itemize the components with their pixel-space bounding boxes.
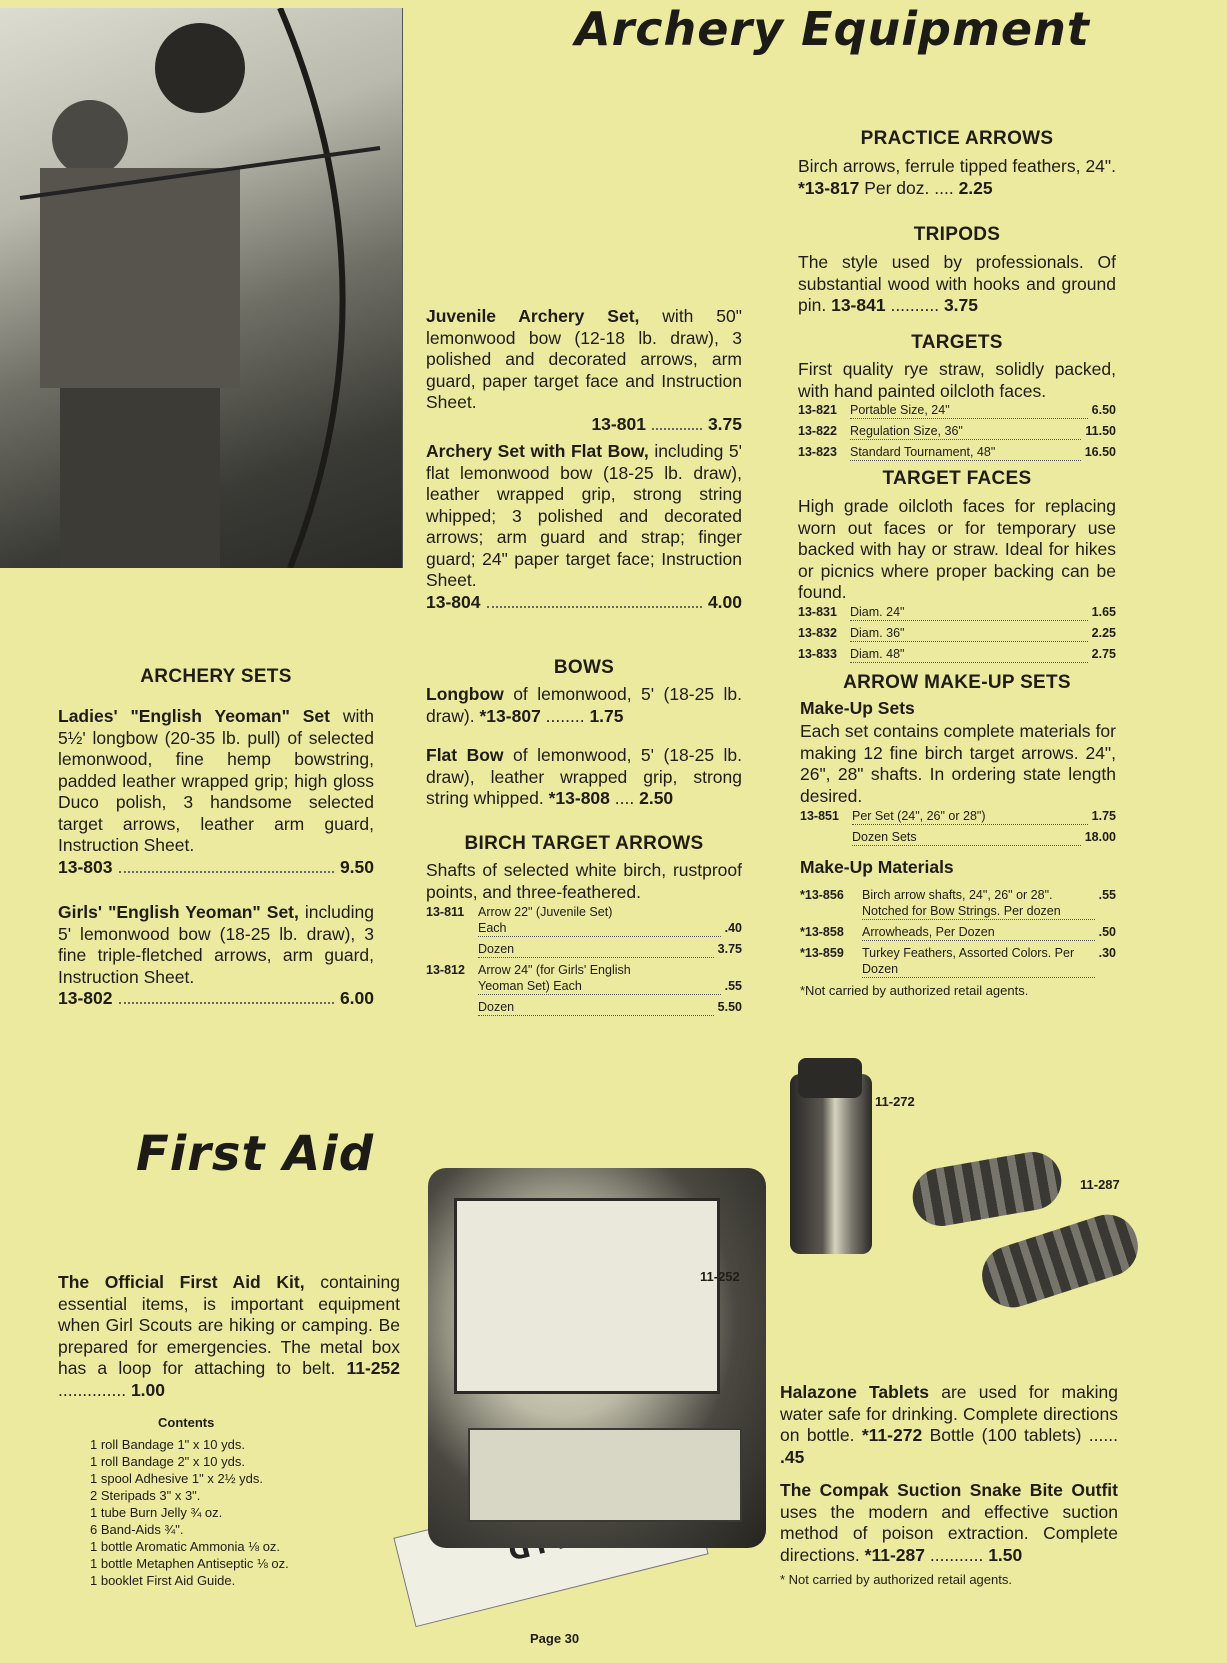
longbow-item: Longbow of lemonwood, 5' (18-25 lb. draw). *13-807 ........ 1.75 (426, 684, 742, 726)
girls-set-price-line (58, 988, 374, 1010)
table-row: Yeoman Set) Each .55 (478, 979, 742, 993)
juvenile-set-text: with 50" lemonwood bow (12-18 lb. draw), 3 polished and decorated arrows, arm guard, paper target face and Instruction Sheet. (426, 306, 742, 412)
juvenile-set (426, 306, 742, 435)
table-row: 13-812 Arrow 24" (for Girls' English (426, 963, 631, 977)
flatbow-text: of lemonwood, 5' (18-25 lb. draw), leather wrapped grip, strong string whipped. (426, 745, 742, 808)
halazone-price: .45 (780, 1446, 805, 1467)
table-row: Each .40 (478, 921, 742, 935)
juvenile-set-price: 3.75 (707, 413, 742, 434)
table-row: Dozen 3.75 (478, 942, 742, 956)
list-item: 1 roll Bandage 1" x 10 yds. (90, 1437, 245, 1452)
targets-text: First quality rye straw, solidly packed, with hand painted oilcloth faces. (798, 359, 1116, 401)
bottle-image-label: 11-272 (875, 1094, 915, 1109)
longbow-code: *13-807 (479, 705, 541, 726)
table-row: 13-832 Diam. 36" 2.25 (798, 626, 1116, 640)
girls-set (58, 902, 374, 1010)
ladies-set-price: 9.50 (339, 856, 374, 877)
practice-arrows-code: *13-817 (798, 177, 860, 198)
snake-price: 1.50 (988, 1544, 1023, 1565)
makeup-sets-table (800, 808, 1116, 850)
birch-arrows-text: Shafts of selected white birch, rustproof points, and three-feathered. (426, 860, 742, 902)
halazone-code: *11-272 (861, 1425, 923, 1445)
page-title: Archery Equipment (575, 2, 1090, 56)
kit-code: 11-252 (346, 1358, 400, 1378)
tripods-code: 13-841 (831, 295, 886, 315)
kit-name: The Official First Aid Kit, (58, 1272, 305, 1292)
target-faces-heading: TARGET FACES (882, 468, 1032, 489)
halazone-text: are used for making water safe for drinking. Complete directions on bottle. (780, 1382, 1118, 1445)
list-item: 1 bottle Aromatic Ammonia ⅛ oz. (90, 1539, 281, 1554)
ladies-set-name: Ladies' "English Yeoman" Set (58, 706, 330, 726)
flatbow-item: Flat Bow of lemonwood, 5' (18-25 lb. draw), leather wrapped grip, strong string whipped. *13-808 .... 2.50 (426, 745, 742, 808)
juvenile-set-name: Juvenile Archery Set, (426, 306, 640, 326)
practice-arrows-unit: Per doz. (864, 177, 930, 198)
flat-bow-set-price: 4.00 (707, 591, 742, 612)
snake-code: *11-287 (864, 1544, 925, 1565)
girls-set-code: 13-802 (58, 988, 113, 1008)
table-row: Dozen 5.50 (478, 1000, 742, 1014)
flatbow-code: *13-808 (548, 788, 610, 808)
tripods-item: The style used by professionals. Of substantial wood with hooks and ground pin. 13-841 .......... 3.75 (798, 252, 1116, 315)
archery-sets-heading: ARCHERY SETS (140, 666, 292, 687)
halazone-bottle-image (790, 1074, 872, 1254)
first-aid-kit: The Official First Aid Kit, containing essential items, is important equipment when Girl Scouts are hiking or camping. Be prepared for emergencies. The metal box has a loop for attaching to belt. 11-252 .............. 1.00 (58, 1272, 400, 1400)
table-row: *13-859 Turkey Feathers, Assorted Colors. Per Dozen .30 (800, 946, 1116, 976)
ladies-set-text: with 5½' longbow (20-35 lb. pull) of selected lemonwood, fine hemp bowstring, padded leather wrapped grip; high gloss Duco polish, 3 handsome selected target arrows, leather arm guard, Instruction Sheet. (58, 706, 374, 855)
table-row: 13-851 Per Set (24", 26" or 28") 1.75 (800, 809, 1116, 823)
juvenile-set-code: 13-801 (591, 413, 646, 434)
target-faces-text: High grade oilcloth faces for replacing worn out faces or for temporary use backed with hay or straw. Ideal for hikes or picnics where proper backing can be found. (798, 496, 1116, 602)
snake-bite-item: The Compak Suction Snake Bite Outfit uses the modern and effective suction method of poison extraction. Complete directions. *11-287 ........... 1.50 (780, 1480, 1118, 1565)
makeup-materials-table (800, 887, 1116, 999)
first-aid-note: * Not carried by authorized retail agents. (780, 1572, 1012, 1587)
snake-name: The Compak Suction Snake Bite Outfit (780, 1480, 1118, 1500)
flatbow-price: 2.50 (639, 788, 674, 808)
table-row: 13-823 Standard Tournament, 48" 16.50 (798, 445, 1116, 459)
table-row: 13-821 Portable Size, 24" 6.50 (798, 403, 1116, 417)
table-row: *13-858 Arrowheads, Per Dozen .50 (800, 925, 1116, 939)
kit-price: 1.00 (130, 1379, 165, 1400)
targets-heading: TARGETS (911, 332, 1003, 353)
makeup-sets-text: Each set contains complete materials for making 12 fine birch target arrows. 24", 26", 28" shafts. In ordering state length desired. (800, 721, 1116, 806)
archery-photo (0, 8, 403, 568)
makeup-sets-title: Make-Up Sets (800, 698, 915, 718)
bows-heading: BOWS (553, 657, 615, 678)
makeup-materials-title: Make-Up Materials (800, 857, 954, 877)
girls-set-price: 6.00 (339, 988, 374, 1008)
juvenile-set-price-line (426, 414, 742, 436)
archery-photo-illustration (0, 8, 402, 568)
flatbow-name: Flat Bow (426, 745, 504, 765)
first-aid-kit-image (428, 1168, 766, 1548)
ladies-set-code: 13-803 (58, 856, 113, 877)
birch-arrows-table (426, 904, 742, 1020)
targets-table (798, 402, 1116, 465)
practice-arrows-heading: PRACTICE ARROWS (860, 128, 1054, 149)
page-number: Page 30 (530, 1631, 580, 1646)
table-row: 13-811 Arrow 22" (Juvenile Set) (426, 905, 613, 919)
flat-bow-set-code: 13-804 (426, 591, 481, 612)
practice-arrows-item: Birch arrows, ferrule tipped feathers, 24". *13-817 Per doz. .... 2.25 (798, 156, 1116, 198)
halazone-name: Halazone Tablets (780, 1382, 930, 1402)
girls-set-name: Girls' "English Yeoman" Set, (58, 902, 299, 922)
snake-bite-outfit-image-top (908, 1147, 1066, 1230)
list-item: 1 spool Adhesive 1" x 2½ yds. (90, 1471, 263, 1486)
snake-text: uses the modern and effective suction method of poison extraction. Complete directions. (780, 1501, 1118, 1565)
makeup-heading: ARROW MAKE-UP SETS (843, 672, 1071, 693)
list-item: 1 booklet First Aid Guide. (90, 1573, 236, 1588)
halazone-item: Halazone Tablets are used for making water safe for drinking. Complete directions on bottle. *11-272 Bottle (100 tablets) ...... .45 (780, 1382, 1118, 1467)
contents-title: Contents (158, 1415, 215, 1430)
tripods-price: 3.75 (943, 295, 979, 315)
practice-arrows-text: Birch arrows, ferrule tipped feathers, 24". (798, 156, 1116, 176)
longbow-price: 1.75 (589, 705, 624, 726)
contents-list (90, 1436, 390, 1589)
list-item: 2 Steripads 3" x 3". (90, 1488, 201, 1503)
snake-image-label: 11-287 (1080, 1177, 1120, 1192)
table-row: 13-833 Diam. 48" 2.75 (798, 647, 1116, 661)
snake-bite-outfit-image-bottom (974, 1207, 1145, 1315)
first-aid-title: First Aid (136, 1126, 375, 1182)
ladies-set-price-line (58, 857, 374, 879)
list-item: 1 tube Burn Jelly ¾ oz. (90, 1505, 223, 1520)
flat-bow-set-price-line (426, 592, 742, 614)
table-row: 13-822 Regulation Size, 36" 11.50 (798, 424, 1116, 438)
table-row: Dozen Sets 18.00 (852, 830, 1116, 844)
birch-arrows-heading: BIRCH TARGET ARROWS (464, 833, 704, 854)
longbow-name: Longbow (426, 684, 504, 704)
table-row: 13-831 Diam. 24" 1.65 (798, 605, 1116, 619)
makeup-note: *Not carried by authorized retail agents. (800, 983, 1029, 998)
ladies-set (58, 706, 374, 878)
flat-bow-set-name: Archery Set with Flat Bow, (426, 441, 649, 461)
flat-bow-set (426, 441, 742, 613)
flat-bow-set-text: including 5' flat lemonwood bow (18-25 lb. draw), leather wrapped grip, strong string whipped; 3 polished and decorated arrows; arm guard and strap; finger guard; 24" paper target face; Instruction Sheet. (426, 441, 742, 590)
girls-set-text: including 5' lemonwood bow (18-25 lb. draw), 3 fine triple-fletched arrows, arm guard, Instruction Sheet. (58, 902, 374, 987)
kit-image-label: 11-252 (700, 1269, 740, 1284)
kit-text: containing essential items, is important equipment when Girl Scouts are hiking or camping. Be prepared for emergencies. The metal box has a loop for attaching to belt. (58, 1272, 400, 1378)
halazone-unit: Bottle (100 tablets) (929, 1425, 1082, 1445)
table-row: *13-856 Birch arrow shafts, 24", 26" or 28". Notched for Bow Strings. Per dozen .55 (800, 888, 1116, 918)
tripods-text: The style used by professionals. Of substantial wood with hooks and ground pin. (798, 252, 1116, 315)
practice-arrows-price: 2.25 (958, 177, 993, 198)
list-item: 1 bottle Metaphen Antiseptic ⅛ oz. (90, 1556, 289, 1571)
tripods-heading: TRIPODS (913, 224, 1001, 245)
list-item: 1 roll Bandage 2" x 10 yds. (90, 1454, 245, 1469)
target-faces-table (798, 604, 1116, 667)
longbow-text: of lemonwood, 5' (18-25 lb. draw). (426, 684, 742, 726)
list-item: 6 Band-Aids ¾". (90, 1522, 184, 1537)
